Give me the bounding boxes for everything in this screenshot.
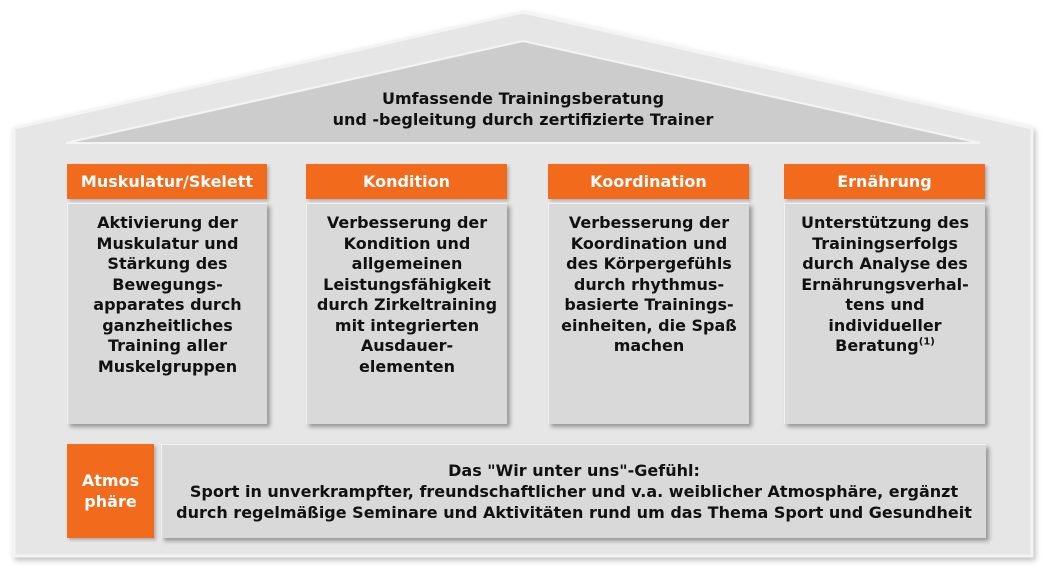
pillar-text-line: ganzheitliches: [102, 315, 233, 335]
pillar-ernaehrung-body: [784, 203, 985, 424]
pillar-text-line-with-footnote: [785, 336, 985, 357]
pillar-text-line: Muskelgruppen: [97, 356, 238, 376]
pillar-text-line: apparates durch: [93, 295, 242, 314]
pillar-text-line: durch Analyse des: [802, 254, 968, 273]
foundation-heading: Das "Wir unter uns"-Gefühl:: [448, 461, 700, 480]
foundation-label-line-1: Atmos: [81, 471, 140, 490]
pillar-text-line: Ernährungsverhal-: [801, 274, 969, 294]
pillar-koordination-title: Koordination: [548, 164, 749, 199]
pillar-text-line: Beratung: [835, 336, 919, 355]
roof-text: [230, 88, 816, 130]
pillar-text-line: mit integrierten: [334, 315, 480, 335]
foundation-line-1: Sport in unverkrampfter, freundschaftlicher und v.a. weiblicher Atmosphäre, ergänzt: [189, 482, 959, 501]
pillar-text-line: Aktivierung der: [97, 213, 238, 232]
foundation-body: [161, 444, 986, 538]
pillar-text-line: des Körpergefühls: [566, 254, 732, 273]
pillar-kondition-body: [306, 203, 507, 424]
pillar-koordination-body: [548, 203, 749, 424]
pillar-text-line: Verbesserung der: [568, 213, 730, 232]
pillar-kondition-title: Kondition: [306, 164, 507, 199]
foundation-label-line-2: phäre: [84, 492, 137, 511]
pillar-text-line: Verbesserung der: [326, 213, 488, 232]
pillar-text-line: Trainingserfolgs: [812, 233, 958, 253]
pillar-text-line: durch Zirkeltraining: [316, 295, 498, 314]
pillar-text-line: Muskulatur und: [96, 233, 239, 253]
pillar-text-line: durch rhythmus-: [573, 274, 725, 294]
pillar-text-line: Bewegungs-: [112, 274, 223, 294]
pillar-text-line: Koordination und: [570, 233, 728, 253]
pillar-text-line: Stärkung des: [107, 254, 228, 273]
pillar-text-line: individueller: [828, 315, 942, 335]
pillar-text-line: Training aller: [107, 336, 228, 355]
pillar-text-line: Ausdauer-: [360, 336, 454, 355]
foundation-line-2: durch regelmäßige Seminare und Aktivitäten rund um das Thema Sport und Gesundheit: [176, 503, 972, 522]
pillar-text-line: basierte Trainings-: [564, 295, 734, 314]
pillar-text-line: einheiten, die Spaß: [561, 315, 737, 335]
pillar-muskulatur-title: Muskulatur/Skelett: [67, 164, 267, 199]
pillar-text-line: tens und: [845, 295, 925, 314]
pillar-text-line: Kondition und: [343, 233, 471, 253]
pillar-text-line: Leistungsfähigkeit: [323, 274, 491, 294]
footnote-marker: (1): [918, 336, 935, 348]
foundation-label: [67, 444, 154, 538]
pillar-text-line: elementen: [359, 356, 455, 376]
pillar-text-line: allgemeinen: [351, 254, 463, 273]
roof-line-1: Umfassende Trainingsberatung: [381, 89, 665, 108]
pillar-text-line: machen: [613, 336, 685, 355]
pillar-muskulatur-body: [67, 203, 267, 424]
pillar-ernaehrung-title: Ernährung: [784, 164, 985, 199]
roof-line-2: und -begleitung durch zertifizierte Trainer: [332, 110, 714, 129]
pillar-text-line: Unterstützung des: [801, 213, 969, 232]
